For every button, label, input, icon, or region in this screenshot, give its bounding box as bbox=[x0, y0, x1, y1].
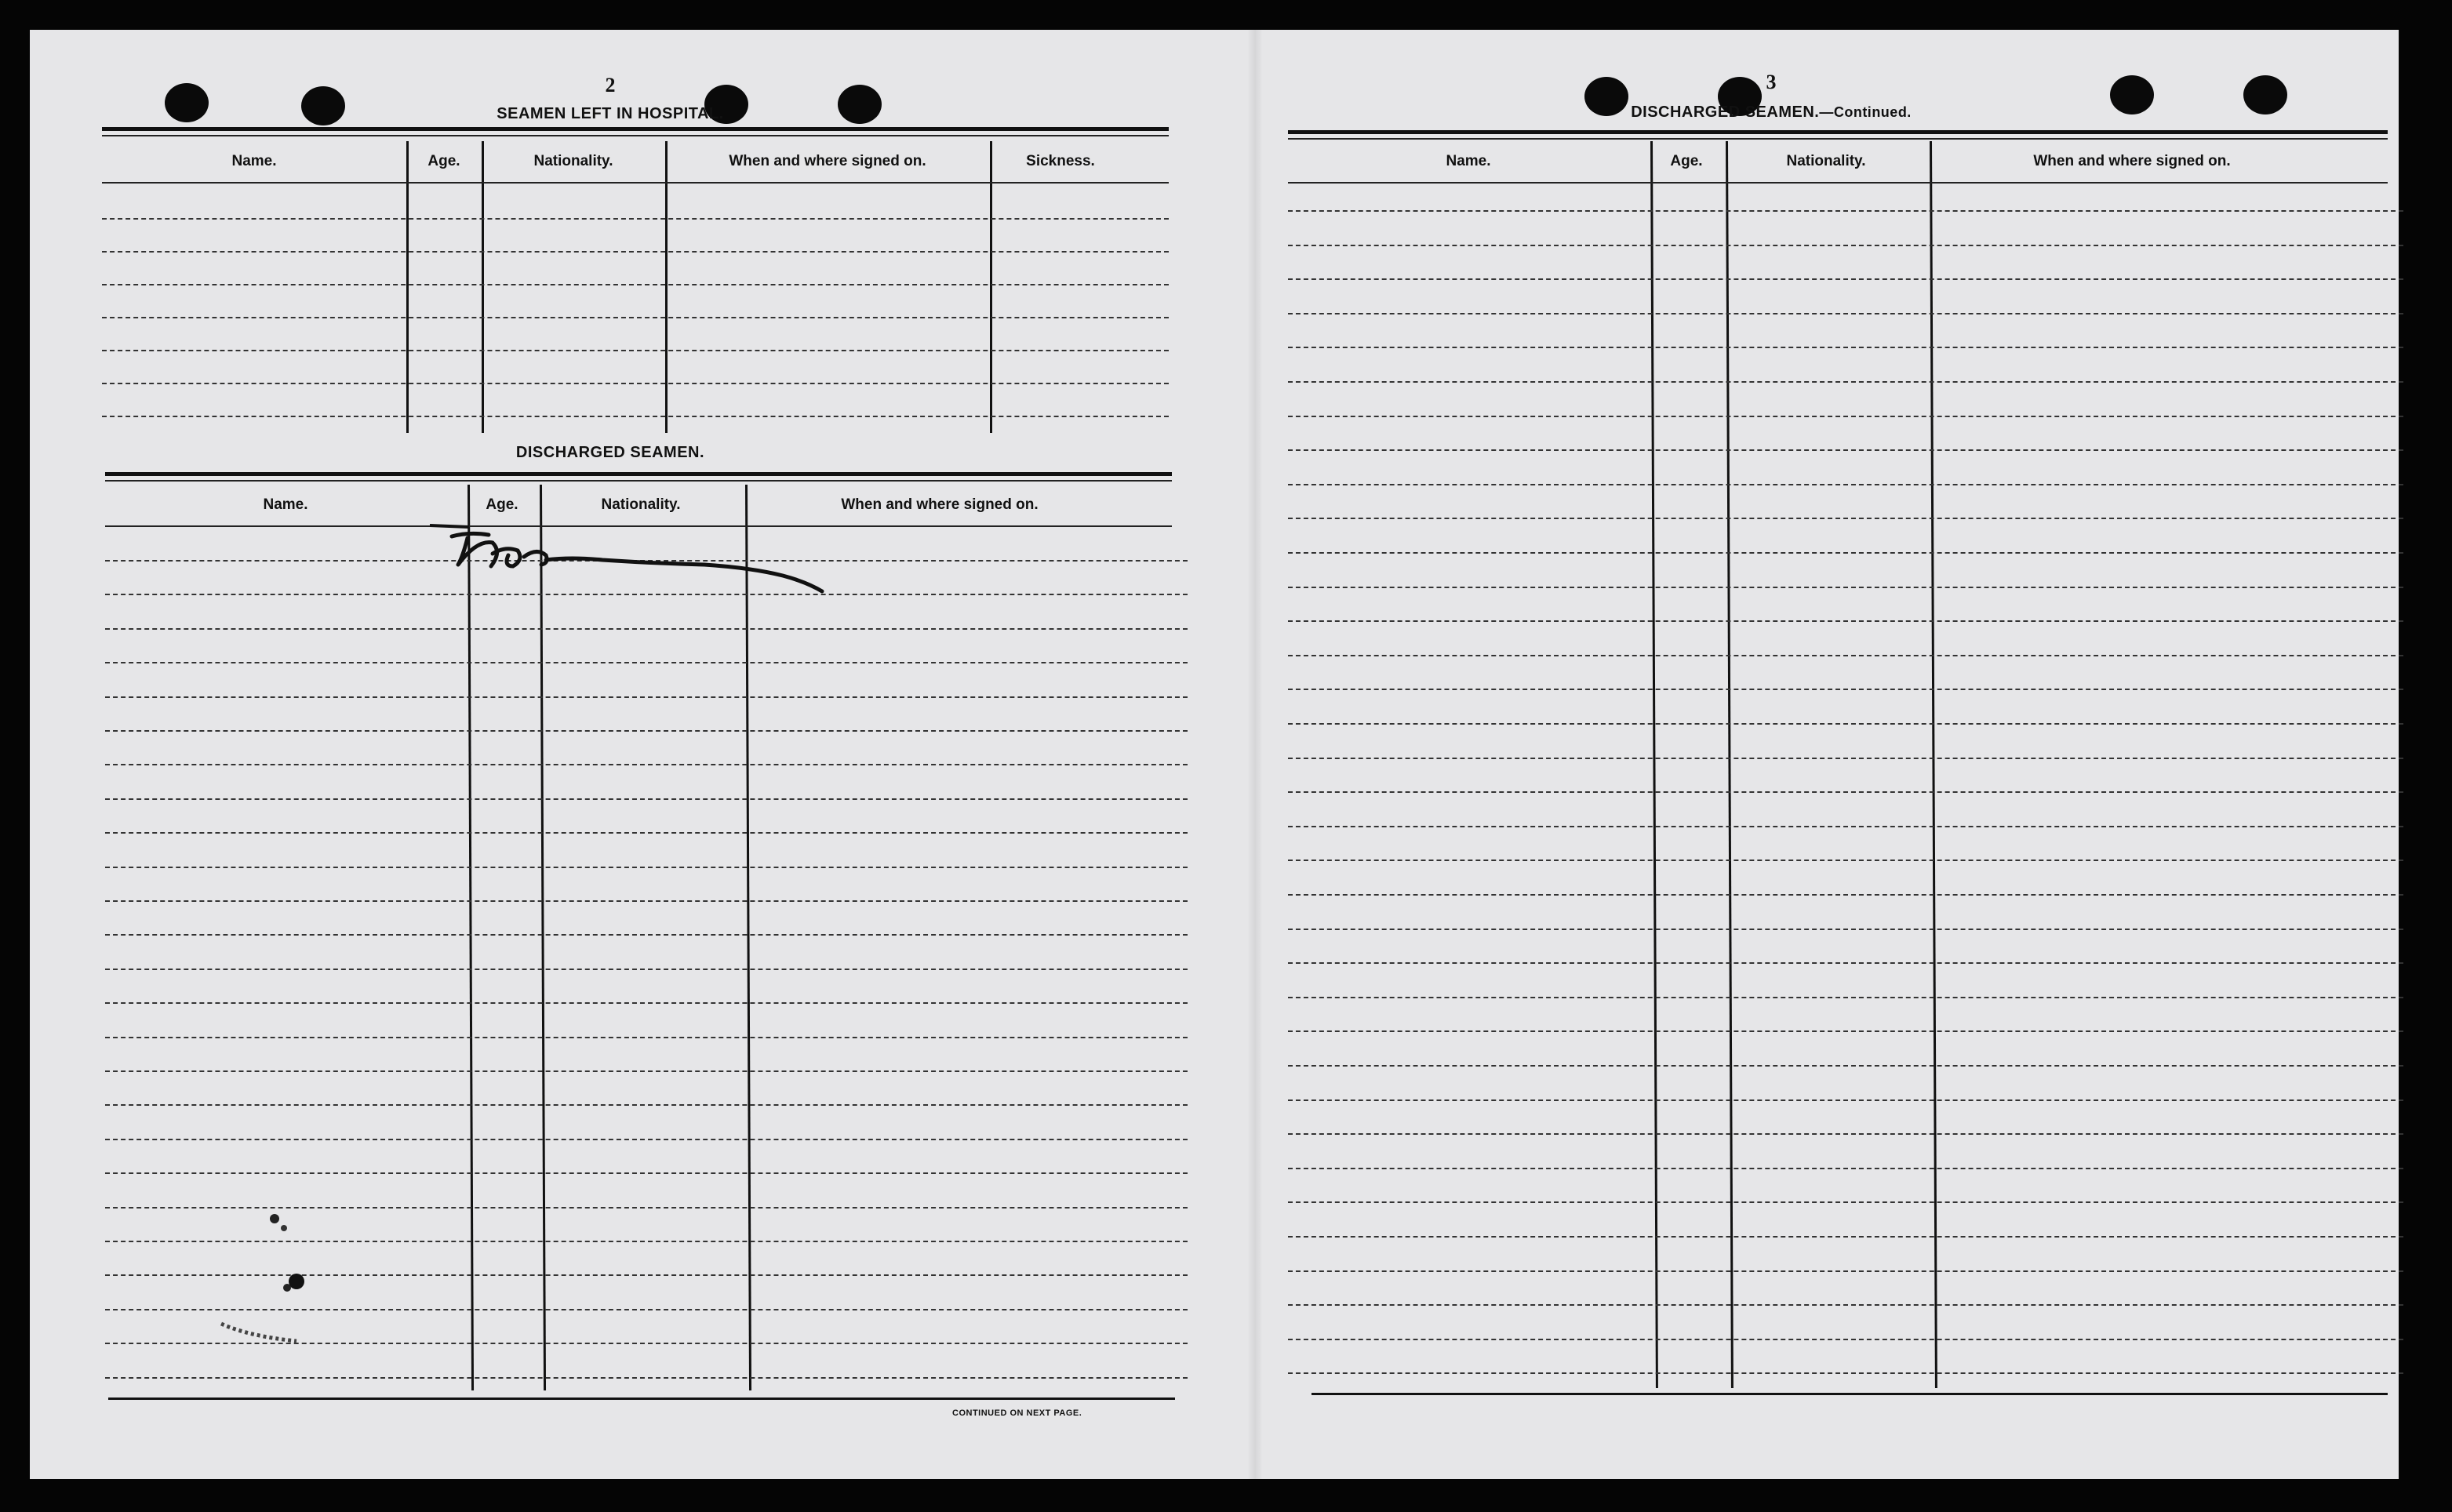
entry-row[interactable] bbox=[105, 1139, 1188, 1140]
col-header-signed-on: When and where signed on. bbox=[2033, 153, 2231, 169]
entry-row[interactable] bbox=[1288, 416, 2403, 417]
col-header-name: Name. bbox=[1446, 153, 1491, 169]
entry-row[interactable] bbox=[1288, 518, 2403, 519]
discharged-section-title: DISCHARGED SEAMEN. bbox=[515, 444, 705, 461]
entry-row[interactable] bbox=[1288, 210, 2403, 212]
entry-row[interactable] bbox=[1288, 962, 2403, 964]
entry-row[interactable] bbox=[105, 1172, 1188, 1174]
entry-row[interactable] bbox=[1288, 347, 2403, 348]
entry-row[interactable] bbox=[105, 696, 1188, 698]
entry-row[interactable] bbox=[105, 1377, 1188, 1379]
entry-row[interactable] bbox=[1288, 997, 2403, 998]
col-header-nationality: Nationality. bbox=[601, 496, 681, 513]
entry-row[interactable] bbox=[102, 284, 1169, 285]
bottom-rule bbox=[1311, 1393, 2388, 1395]
column-divider bbox=[406, 141, 409, 433]
col-header-nationality: Nationality. bbox=[533, 153, 613, 169]
right-section-title bbox=[1567, 104, 1975, 122]
top-rule bbox=[102, 127, 1169, 131]
header-underline bbox=[1288, 182, 2388, 184]
entry-row[interactable] bbox=[105, 900, 1188, 902]
entry-row[interactable] bbox=[1288, 381, 2403, 383]
entry-row[interactable] bbox=[1288, 758, 2403, 759]
entry-row[interactable] bbox=[1288, 1270, 2403, 1272]
page-number: 2 bbox=[605, 74, 616, 96]
entry-row[interactable] bbox=[105, 867, 1188, 868]
col-header-age: Age. bbox=[486, 496, 518, 513]
entry-row[interactable] bbox=[102, 251, 1169, 253]
continued-footer: CONTINUED ON NEXT PAGE. bbox=[952, 1408, 1082, 1418]
entry-row[interactable] bbox=[1288, 791, 2403, 793]
entry-row[interactable] bbox=[105, 662, 1188, 663]
col-header-name: Name. bbox=[263, 496, 308, 513]
section-rule-thin bbox=[105, 480, 1172, 482]
entry-row[interactable] bbox=[105, 730, 1188, 732]
column-divider bbox=[665, 141, 668, 433]
entry-row[interactable] bbox=[1288, 1201, 2403, 1203]
bottom-rule bbox=[108, 1398, 1175, 1400]
entry-row[interactable] bbox=[105, 798, 1188, 800]
left-page bbox=[30, 30, 1206, 1479]
col-header-name: Name. bbox=[231, 153, 277, 169]
discharged-continued-table bbox=[1288, 141, 2403, 1396]
entry-row[interactable] bbox=[102, 317, 1169, 318]
entry-row[interactable] bbox=[1288, 1099, 2403, 1101]
entry-row[interactable] bbox=[105, 1037, 1188, 1038]
entry-row[interactable] bbox=[1288, 449, 2403, 451]
entry-row[interactable] bbox=[1288, 620, 2403, 622]
entry-row[interactable] bbox=[1288, 1168, 2403, 1169]
entry-row[interactable] bbox=[105, 1070, 1188, 1072]
entry-row[interactable] bbox=[1288, 1236, 2403, 1238]
entry-row[interactable] bbox=[105, 764, 1188, 765]
entry-row[interactable] bbox=[105, 969, 1188, 970]
entry-row[interactable] bbox=[1288, 723, 2403, 725]
hospital-table bbox=[102, 141, 1169, 438]
col-header-age: Age. bbox=[427, 153, 460, 169]
entry-row[interactable] bbox=[1288, 587, 2403, 588]
entry-row[interactable] bbox=[1288, 1065, 2403, 1067]
entry-row[interactable] bbox=[1288, 689, 2403, 690]
document-sheet bbox=[30, 30, 2399, 1479]
entry-row[interactable] bbox=[1288, 1304, 2403, 1306]
column-divider bbox=[482, 141, 484, 433]
entry-row[interactable] bbox=[1288, 245, 2403, 246]
entry-row[interactable] bbox=[1288, 929, 2403, 930]
entry-row[interactable] bbox=[1288, 552, 2403, 554]
section-title-suffix: —Continued. bbox=[1819, 104, 1912, 120]
entry-row[interactable] bbox=[1288, 313, 2403, 314]
entry-row[interactable] bbox=[1288, 1372, 2403, 1374]
top-rule bbox=[1288, 130, 2388, 134]
page-number: 3 bbox=[1766, 71, 1777, 93]
handwritten-none-signature bbox=[414, 516, 853, 626]
entry-row[interactable] bbox=[1288, 1030, 2403, 1032]
entry-row[interactable] bbox=[1288, 1339, 2403, 1340]
col-header-signed-on: When and where signed on. bbox=[841, 496, 1039, 513]
col-header-sickness: Sickness. bbox=[1026, 153, 1095, 169]
entry-row[interactable] bbox=[1288, 1133, 2403, 1135]
section-title-text: DISCHARGED SEAMEN. bbox=[1631, 104, 1820, 121]
col-header-nationality: Nationality. bbox=[1786, 153, 1866, 169]
entry-row[interactable] bbox=[102, 350, 1169, 351]
entry-row[interactable] bbox=[105, 628, 1188, 630]
right-page bbox=[1253, 30, 2399, 1479]
top-rule-thin bbox=[102, 135, 1169, 136]
hospital-section-title: SEAMEN LEFT IN HOSPITAL. bbox=[497, 105, 724, 122]
entry-row[interactable] bbox=[1288, 860, 2403, 861]
column-divider bbox=[990, 141, 992, 433]
entry-row[interactable] bbox=[102, 416, 1169, 417]
entry-row[interactable] bbox=[1288, 278, 2403, 280]
entry-row[interactable] bbox=[105, 832, 1188, 834]
entry-row[interactable] bbox=[1288, 894, 2403, 896]
entry-row[interactable] bbox=[102, 218, 1169, 220]
entry-row[interactable] bbox=[105, 934, 1188, 936]
entry-row[interactable] bbox=[102, 383, 1169, 384]
section-rule bbox=[105, 472, 1172, 476]
stamp-mark bbox=[202, 1190, 359, 1347]
col-header-signed-on: When and where signed on. bbox=[729, 153, 926, 169]
header-underline bbox=[102, 182, 1169, 184]
entry-row[interactable] bbox=[105, 1002, 1188, 1004]
entry-row[interactable] bbox=[1288, 484, 2403, 485]
top-rule-thin bbox=[1288, 138, 2388, 140]
entry-row[interactable] bbox=[1288, 655, 2403, 656]
col-header-age: Age. bbox=[1670, 153, 1703, 169]
entry-row[interactable] bbox=[105, 1104, 1188, 1106]
entry-row[interactable] bbox=[1288, 826, 2403, 827]
